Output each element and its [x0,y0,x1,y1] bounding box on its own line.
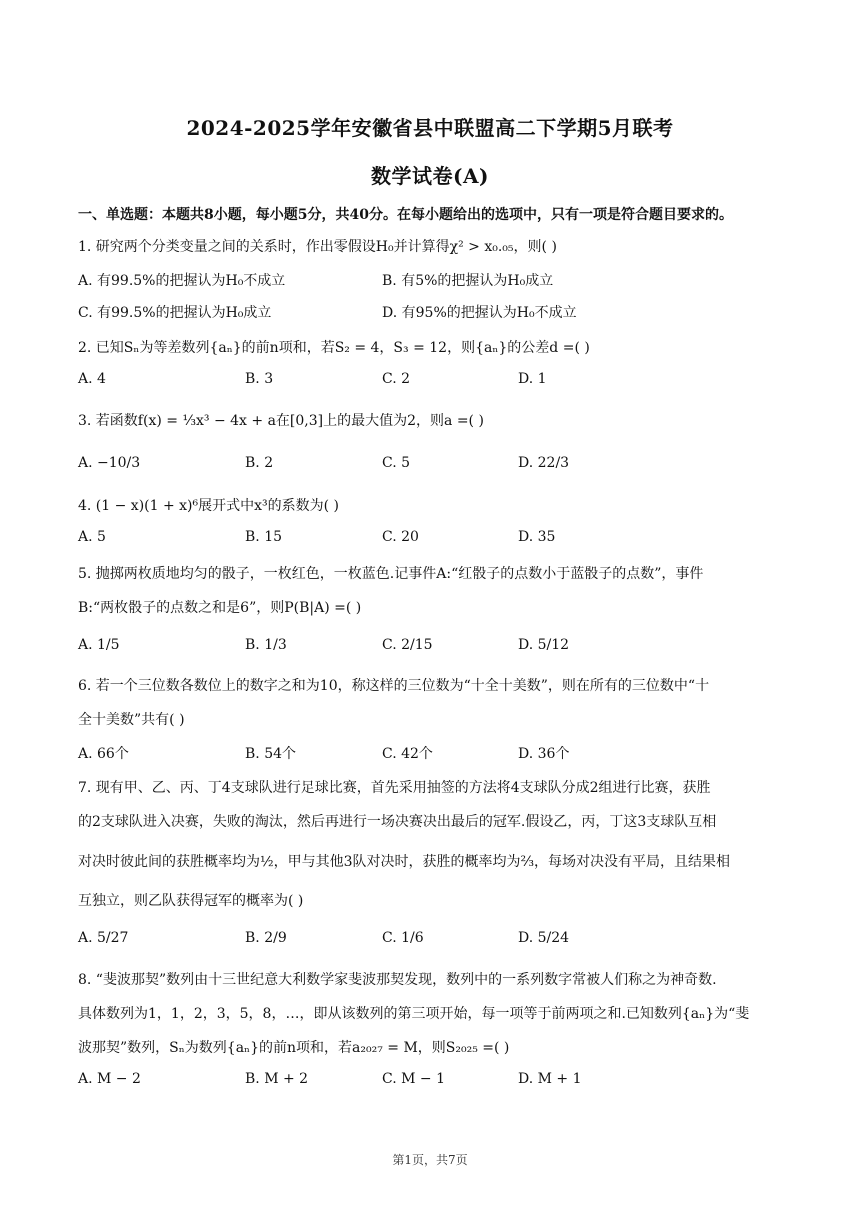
question-2-options [78,371,788,393]
question-6-options [78,743,788,765]
q2-option-b: B. 3 [245,371,274,387]
q1-option-c: C. 有99.5%的把握认为H₀成立 [78,305,272,321]
q7-option-b: B. 2/9 [245,930,287,946]
q4-option-a: A. 5 [78,529,106,545]
question-7-line-4: 互独立，则乙队获得冠军的概率为( ) [78,893,304,909]
question-6-line-1: 6. 若一个三位数各数位上的数字之和为10，称这样的三位数为“十全十美数”，则在所有的三位数中“十 [78,678,710,694]
q3-option-c: C. 5 [382,455,411,471]
question-3-line-1: 3. 若函数f(x) = ⅓x³ − 4x + a在[0,3]上的最大值为2，则a =( ) [78,413,484,429]
question-5-options [78,637,788,659]
question-2-line-1: 2. 已知Sₙ为等差数列{aₙ}的前n项和，若S₂ = 4，S₃ = 12，则{aₙ}的公差d =( ) [78,340,590,356]
q4-option-d: D. 35 [518,529,556,545]
q5-option-a: A. 1/5 [78,637,120,653]
question-7-options [78,930,788,952]
question-7-line-2: 的2支球队进入决赛，失败的淘汰，然后再进行一场决赛决出最后的冠军.假设乙，丙，丁这3支球队互相 [78,814,717,830]
page-footer: 第1页，共7页 [392,1153,468,1167]
q6-option-c: C. 42个 [382,746,433,762]
q4-option-b: B. 15 [245,529,283,545]
q3-option-d: D. 22/3 [518,455,570,471]
question-3-options [78,455,788,477]
q5-option-d: D. 5/12 [518,637,570,653]
q6-option-b: B. 54个 [245,746,297,762]
q5-option-c: C. 2/15 [382,637,433,653]
q4-option-c: C. 20 [382,529,419,545]
q1-option-a: A. 有99.5%的把握认为H₀不成立 [78,273,286,289]
doc-subtitle: 数学试卷(A) [371,164,489,188]
q2-option-a: A. 4 [78,371,106,387]
question-8-line-1: 8. “斐波那契”数列由十三世纪意大利数学家斐波那契发现，数列中的一系列数字常被人们称之为神奇数. [78,972,717,988]
question-8-options [78,1071,788,1093]
question-6-line-2: 全十美数”共有( ) [78,712,185,728]
q3-option-a: A. −10/3 [78,455,141,471]
q8-option-b: B. M + 2 [245,1071,309,1087]
question-1-options-2 [78,302,788,324]
question-7-line-1: 7. 现有甲、乙、丙、丁4支球队进行足球比赛，首先采用抽签的方法将4支球队分成2组进行比赛，获胜 [78,780,711,796]
q3-option-b: B. 2 [245,455,274,471]
question-4-line-1: 4. (1 − x)(1 + x)⁶展开式中x³的系数为( ) [78,498,340,514]
q8-option-d: D. M + 1 [518,1071,582,1087]
question-5-line-2: B:“两枚骰子的点数之和是6”，则P(B|A) =( ) [78,600,362,616]
q8-option-a: A. M − 2 [78,1071,141,1087]
q7-option-a: A. 5/27 [78,930,129,946]
q1-option-d: D. 有95%的把握认为H₀不成立 [382,305,577,321]
question-1-line-1: 1. 研究两个分类变量之间的关系时，作出零假设H₀并计算得χ² > x₀.₀₅，则( ) [78,239,557,255]
question-4-options [78,529,788,551]
q6-option-d: D. 36个 [518,746,570,762]
question-8-line-3: 波那契”数列，Sₙ为数列{aₙ}的前n项和，若a₂₀₂₇ = M，则S₂₀₂₅ =( ) [78,1040,510,1056]
question-1-options [78,270,788,292]
q5-option-b: B. 1/3 [245,637,287,653]
question-5-line-1: 5. 抛掷两枚质地均匀的骰子，一枚红色，一枚蓝色.记事件A:“红骰子的点数小于蓝骰子的点数”，事件 [78,566,704,582]
q2-option-d: D. 1 [518,371,547,387]
section-heading: 一、单选题：本题共8小题，每小题5分，共40分。在每小题给出的选项中，只有一项是符合题目要求的。 [78,207,733,223]
q6-option-a: A. 66个 [78,746,129,762]
q7-option-d: D. 5/24 [518,930,570,946]
question-7-line-3: 对决时彼此间的获胜概率均为½，甲与其他3队对决时，获胜的概率均为⅔，每场对决没有平局，且结果相 [78,854,731,870]
q8-option-c: C. M − 1 [382,1071,445,1087]
doc-title: 2024-2025学年安徽省县中联盟高二下学期5月联考 [186,116,674,140]
q2-option-c: C. 2 [382,371,411,387]
q7-option-c: C. 1/6 [382,930,424,946]
question-8-line-2: 具体数列为1，1，2，3，5，8，…，即从该数列的第三项开始，每一项等于前两项之和.已知数列{aₙ}为“斐 [78,1006,750,1022]
q1-option-b: B. 有5%的把握认为H₀成立 [382,273,554,289]
